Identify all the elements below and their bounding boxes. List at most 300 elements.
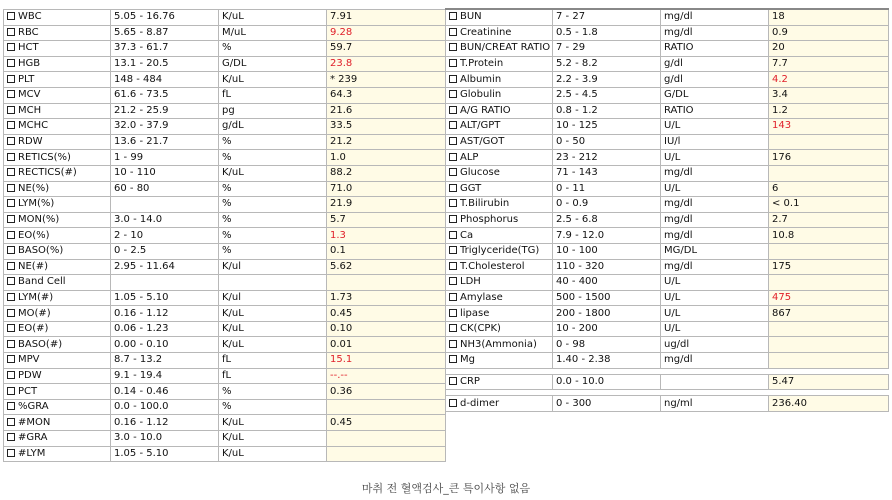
unit: K/uL [219,415,327,431]
table-row [4,337,446,353]
test-name-cell [446,72,553,88]
checkbox-icon[interactable] [7,168,15,176]
table-row [446,197,889,213]
reference-range: 13.1 - 20.5 [111,56,219,72]
table-row [4,275,446,291]
unit: G/DL [661,87,769,103]
result-value: 176 [769,150,889,166]
test-name: RECTICS(#) [18,167,77,179]
checkbox-icon[interactable] [7,449,15,457]
unit: K/uL [219,165,327,181]
test-name: LYM(#) [18,291,54,303]
result-value: 0.45 [327,306,446,322]
test-name: NH3(Ammonia) [460,338,537,350]
test-name: MON(%) [18,214,60,226]
unit: % [219,134,327,150]
result-value [769,321,889,337]
reference-range: 10 - 200 [553,321,661,337]
reference-range: 200 - 1800 [553,306,661,322]
unit: RATIO [661,41,769,57]
table-row [4,41,446,57]
checkbox-icon[interactable] [7,75,15,83]
unit: % [219,181,327,197]
reference-range: 0.06 - 1.23 [111,321,219,337]
reference-range: 1.05 - 5.10 [111,290,219,306]
test-name: PLT [18,73,35,85]
checkbox-icon[interactable] [449,184,457,192]
result-value: 7.91 [327,10,446,26]
unit: K/uL [219,321,327,337]
table-row [446,212,889,228]
checkbox-icon[interactable] [7,277,15,285]
checkbox-icon[interactable] [7,43,15,51]
reference-range: 0 - 2.5 [111,243,219,259]
reference-range: 1 - 99 [111,150,219,166]
result-value: 21.2 [327,134,446,150]
unit: K/uL [219,10,327,26]
chemistry-results-table [445,8,889,412]
result-value-flagged: 1.3 [327,228,446,244]
checkbox-icon[interactable] [7,121,15,129]
test-name-cell [446,56,553,72]
test-name: BUN [460,11,482,23]
result-value [769,275,889,291]
result-value: 0.10 [327,321,446,337]
result-value [769,337,889,353]
result-value: 64.3 [327,87,446,103]
checkbox-icon[interactable] [7,59,15,67]
checkbox-icon[interactable] [449,293,457,301]
test-name-cell [446,353,553,369]
table-row [446,9,889,25]
checkbox-icon[interactable] [449,324,457,332]
test-name-cell [4,353,111,369]
test-name-cell [4,10,111,26]
result-value: 71.0 [327,181,446,197]
table-row [446,337,889,353]
test-name-cell [4,290,111,306]
test-name: MCV [18,89,41,101]
table-row [446,87,889,103]
checkbox-icon[interactable] [449,309,457,317]
test-name: BUN/CREAT RATIO [460,42,551,54]
unit: mg/dl [661,228,769,244]
result-value [327,399,446,415]
test-name-cell [4,165,111,181]
table-row [446,321,889,337]
unit: g/dl [661,72,769,88]
test-name: EO(#) [18,323,49,335]
image-caption: 마취 전 혈액검사_큰 특이사항 없음 [361,482,531,495]
checkbox-icon[interactable] [449,59,457,67]
unit: % [219,197,327,213]
checkbox-icon[interactable] [449,399,457,407]
reference-range: 1.05 - 5.10 [111,446,219,462]
result-value-flagged: 9.28 [327,25,446,41]
reference-range: 7 - 27 [553,9,661,25]
reference-range: 13.6 - 21.7 [111,134,219,150]
reference-range: 0.16 - 1.12 [111,415,219,431]
reference-range: 0.16 - 1.12 [111,306,219,322]
test-name-cell [446,337,553,353]
test-name-cell [4,25,111,41]
result-value: 1.2 [769,103,889,119]
checkbox-icon[interactable] [7,90,15,98]
test-name-cell [4,368,111,384]
test-name: MPV [18,354,40,366]
result-value: 59.7 [327,41,446,57]
checkbox-icon[interactable] [449,340,457,348]
unit: IU/l [661,134,769,150]
test-name-cell [446,119,553,135]
test-name-cell [446,41,553,57]
table-row [4,134,446,150]
checkbox-icon[interactable] [449,153,457,161]
result-value: 0.9 [769,25,889,41]
table-row [4,384,446,400]
table-row [4,431,446,447]
checkbox-icon[interactable] [7,12,15,20]
test-name-cell [4,321,111,337]
reference-range: 0.8 - 1.2 [553,103,661,119]
checkbox-icon[interactable] [7,402,15,410]
unit: mg/dl [661,197,769,213]
result-value [769,165,889,181]
checkbox-icon[interactable] [7,106,15,114]
checkbox-icon[interactable] [449,355,457,363]
test-name-cell [446,197,553,213]
test-name-cell [4,259,111,275]
test-name: LYM(%) [18,198,55,210]
unit: M/uL [219,25,327,41]
unit: ng/ml [661,396,769,412]
table-row [4,243,446,259]
checkbox-icon[interactable] [449,246,457,254]
table-row [446,150,889,166]
reference-range: 21.2 - 25.9 [111,103,219,119]
test-name-cell [446,396,553,412]
checkbox-icon[interactable] [7,355,15,363]
table-row [446,353,889,369]
unit: fL [219,368,327,384]
unit: K/ul [219,290,327,306]
table-row [4,103,446,119]
test-name: Mg [460,354,475,366]
reference-range: 40 - 400 [553,275,661,291]
checkbox-icon[interactable] [449,43,457,51]
test-name: %GRA [18,401,49,413]
table-row [446,56,889,72]
test-name-cell [4,41,111,57]
result-value: 3.4 [769,87,889,103]
reference-range: 0.14 - 0.46 [111,384,219,400]
test-name-cell [446,275,553,291]
result-value-flagged: --.-- [327,368,446,384]
test-name-cell [4,275,111,291]
reference-range: 8.7 - 13.2 [111,353,219,369]
test-name-cell [4,306,111,322]
checkbox-icon[interactable] [449,168,457,176]
test-name-cell [4,399,111,415]
result-value: 0.1 [327,243,446,259]
test-name: lipase [460,307,490,319]
table-row [446,103,889,119]
checkbox-icon[interactable] [7,309,15,317]
result-value: 88.2 [327,165,446,181]
table-row [4,10,446,26]
result-value: 2.7 [769,212,889,228]
checkbox-icon[interactable] [7,293,15,301]
reference-range: 0.0 - 100.0 [111,399,219,415]
unit: U/L [661,290,769,306]
test-name: BASO(%) [18,245,64,257]
reference-range: 5.2 - 8.2 [553,56,661,72]
unit: K/uL [219,431,327,447]
result-value: 5.62 [327,259,446,275]
checkbox-icon[interactable] [449,106,457,114]
test-name-cell [446,150,553,166]
result-value-flagged: 15.1 [327,353,446,369]
checkbox-icon[interactable] [449,137,457,145]
table-row [4,306,446,322]
checkbox-icon[interactable] [449,377,457,385]
test-name-cell [446,25,553,41]
test-name: Creatinine [460,26,512,38]
checkbox-icon[interactable] [449,277,457,285]
table-row [4,181,446,197]
reference-range: 60 - 80 [111,181,219,197]
checkbox-icon[interactable] [7,28,15,36]
reference-range: 71 - 143 [553,165,661,181]
reference-range: 32.0 - 37.9 [111,119,219,135]
result-value-flagged: 4.2 [769,72,889,88]
table-row [446,396,889,412]
reference-range: 3.0 - 14.0 [111,212,219,228]
table-row [4,165,446,181]
reference-range: 3.0 - 10.0 [111,431,219,447]
test-name: ALT/GPT [460,120,501,132]
checkbox-icon[interactable] [7,215,15,223]
checkbox-icon[interactable] [7,153,15,161]
checkbox-icon[interactable] [449,231,457,239]
table-row [4,56,446,72]
result-value: 1.73 [327,290,446,306]
test-name-cell [4,212,111,228]
test-name-cell [446,306,553,322]
test-name-cell [446,9,553,25]
result-value: 0.36 [327,384,446,400]
test-name: ALP [460,151,479,163]
test-name-cell [446,321,553,337]
test-name-cell [446,103,553,119]
test-name-cell [446,87,553,103]
test-name: T.Protein [460,58,504,70]
result-value [327,431,446,447]
reference-range: 0 - 300 [553,396,661,412]
test-name: AST/GOT [460,136,505,148]
test-name: Albumin [460,73,502,85]
checkbox-icon[interactable] [7,231,15,239]
result-value: 1.0 [327,150,446,166]
checkbox-icon[interactable] [7,184,15,192]
reference-range: 110 - 320 [553,259,661,275]
test-name-cell [4,119,111,135]
checkbox-icon[interactable] [7,371,15,379]
reference-range: 5.05 - 16.76 [111,10,219,26]
checkbox-icon[interactable] [7,324,15,332]
table-row [446,228,889,244]
test-name-cell [4,415,111,431]
result-value: 10.8 [769,228,889,244]
table-row [4,415,446,431]
test-name: RBC [18,26,39,38]
test-name: NE(%) [18,182,50,194]
test-name: Triglyceride(TG) [460,245,540,257]
reference-range: 2.95 - 11.64 [111,259,219,275]
test-name-cell [4,72,111,88]
reference-range: 2.5 - 6.8 [553,212,661,228]
result-value [327,446,446,462]
test-name: CRP [460,375,480,387]
table-row [4,446,446,462]
unit: K/uL [219,72,327,88]
unit: g/dL [219,119,327,135]
checkbox-icon[interactable] [449,121,457,129]
result-value: 0.45 [327,415,446,431]
test-name: T.Bilirubin [460,198,510,210]
result-value: 5.47 [769,374,889,390]
table-row [446,134,889,150]
test-name: CK(CPK) [460,323,501,335]
unit: mg/dl [661,9,769,25]
result-value-flagged: 23.8 [327,56,446,72]
test-name-cell [4,446,111,462]
checkbox-icon[interactable] [449,28,457,36]
checkbox-icon[interactable] [7,340,15,348]
unit: U/L [661,321,769,337]
checkbox-icon[interactable] [7,418,15,426]
unit: U/L [661,150,769,166]
unit: K/uL [219,306,327,322]
table-row [4,197,446,213]
test-name: Globulin [460,89,502,101]
checkbox-icon[interactable] [449,12,457,20]
checkbox-icon[interactable] [7,137,15,145]
test-name: EO(%) [18,229,50,241]
test-name: Phosphorus [460,214,519,226]
checkbox-icon[interactable] [7,387,15,395]
checkbox-icon[interactable] [7,262,15,270]
test-name: HCT [18,42,39,54]
test-name: GGT [460,182,482,194]
checkbox-icon[interactable] [449,90,457,98]
table-row [446,290,889,306]
result-value: < 0.1 [769,197,889,213]
reference-range: 5.65 - 8.87 [111,25,219,41]
table-row [446,259,889,275]
reference-range: 500 - 1500 [553,290,661,306]
unit: % [219,243,327,259]
checkbox-icon[interactable] [7,246,15,254]
test-name: MO(#) [18,307,51,319]
unit: K/ul [219,259,327,275]
table-row [446,41,889,57]
reference-range: 10 - 100 [553,243,661,259]
test-name-cell [446,290,553,306]
checkbox-icon[interactable] [7,433,15,441]
table-row [446,374,889,390]
test-name-cell [446,259,553,275]
result-value: 7.7 [769,56,889,72]
unit: g/dl [661,56,769,72]
test-name-cell [4,197,111,213]
unit: mg/dl [661,165,769,181]
test-name: RETICS(%) [18,151,71,163]
result-value: 5.7 [327,212,446,228]
test-name: d-dimer [460,397,500,409]
unit: mg/dl [661,259,769,275]
table-row [446,25,889,41]
test-name-cell [446,134,553,150]
unit: U/L [661,275,769,291]
unit: pg [219,103,327,119]
test-name-cell [4,243,111,259]
result-value: 21.6 [327,103,446,119]
test-name-cell [4,384,111,400]
unit: fL [219,353,327,369]
result-value: * 239 [327,72,446,88]
table-row [446,165,889,181]
unit: % [219,212,327,228]
unit: fL [219,87,327,103]
checkbox-icon[interactable] [7,199,15,207]
checkbox-icon[interactable] [449,262,457,270]
table-row [446,306,889,322]
reference-range: 0 - 0.9 [553,197,661,213]
table-row [4,368,446,384]
unit: mg/dl [661,353,769,369]
unit: ug/dl [661,337,769,353]
unit: RATIO [661,103,769,119]
checkbox-icon[interactable] [449,199,457,207]
unit: mg/dl [661,25,769,41]
table-row [446,72,889,88]
table-row [446,119,889,135]
unit: % [219,399,327,415]
test-name: LDH [460,276,481,288]
test-name: NE(#) [18,260,48,272]
unit [661,374,769,390]
checkbox-icon[interactable] [449,75,457,83]
reference-range [111,275,219,291]
test-name-cell [446,212,553,228]
test-name-cell [446,165,553,181]
reference-range: 10 - 110 [111,165,219,181]
test-name: PDW [18,369,42,381]
unit: K/uL [219,446,327,462]
table-row [4,119,446,135]
test-name-cell [446,374,553,390]
checkbox-icon[interactable] [449,215,457,223]
table-row [4,25,446,41]
test-name: RDW [18,136,43,148]
result-value [769,134,889,150]
test-name: Ca [460,229,474,241]
reference-range: 61.6 - 73.5 [111,87,219,103]
test-name: BASO(#) [18,338,63,350]
unit [219,275,327,291]
test-name: T.Cholesterol [460,260,525,272]
